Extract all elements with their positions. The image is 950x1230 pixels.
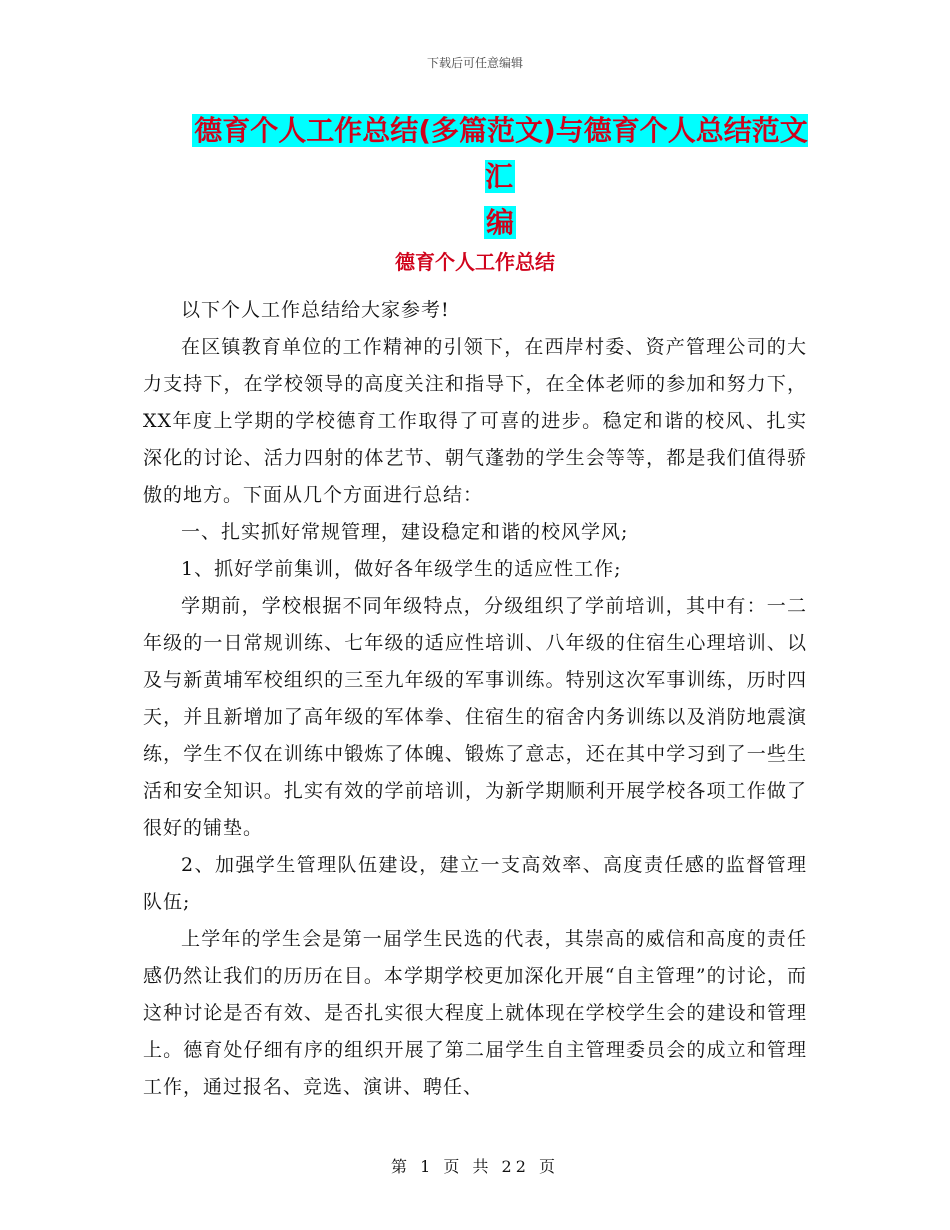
document-title — [190, 108, 810, 246]
paragraph: 一、扎实抓好常规管理，建设稳定和谐的校风学风; — [181, 521, 629, 543]
page-footer: 第 1 页 共 22 页 — [391, 1157, 559, 1176]
paragraph: 1、抓好学前集训，做好各年级学生的适应性工作; — [181, 558, 622, 580]
document-title-line-1: 德育个人工作总结(多篇范文)与德育个人总结范文汇 — [194, 114, 808, 193]
paragraph: 学期前，学校根据不同年级特点，分级组织了学前培训，其中有：一二年级的一日常规训练、七年级的适应性培训、八年级的住宿生心理培训、以及与新黄埔军校组织的三至九年级的军事训练。特别这次军事训练，历时四天，并且新增加了高年级的军体拳、住宿生的宿舍内务训练以及消防地震演练，学生不仅在训练中锻炼了体魄、锻炼了意志，还在其中学习到了一些生活和安全知识。扎实有效的学前培训，为新学期顺利开展学校各项工作做了很好的铺垫。 — [143, 595, 807, 839]
paragraph: 2、加强学生管理队伍建设，建立一支高效率、高度责任感的监督管理队伍; — [143, 854, 807, 913]
section-title: 德育个人工作总结 — [395, 250, 555, 274]
paragraph: 在区镇教育单位的工作精神的引领下，在西岸村委、资产管理公司的大力支持下，在学校领导的高度关注和指导下，在全体老师的参加和努力下，XX年度上学期的学校德育工作取得了可喜的进步。稳定和谐的校风、扎实深化的讨论、活力四射的体艺节、朝气蓬勃的学生会等等，都是我们值得骄傲的地方。下面从几个方面进行总结： — [143, 336, 807, 506]
paragraph: 上学年的学生会是第一届学生民选的代表，其崇高的威信和高度的责任感仍然让我们的历历在目。本学期学校更加深化开展“自主管理”的讨论，而这种讨论是否有效、是否扎实很大程度上就体现在学校学生会的建设和管理上。德育处仔细有序的组织开展了第二届学生自主管理委员会的成立和管理工作，通过报名、竞选、演讲、聘任、 — [143, 928, 807, 1098]
header-note: 下载后可任意编辑 — [426, 56, 523, 70]
body-text — [143, 292, 807, 1106]
document-title-line-2: 编 — [485, 206, 514, 239]
paragraph: 以下个人工作总结给大家参考! — [181, 299, 450, 321]
